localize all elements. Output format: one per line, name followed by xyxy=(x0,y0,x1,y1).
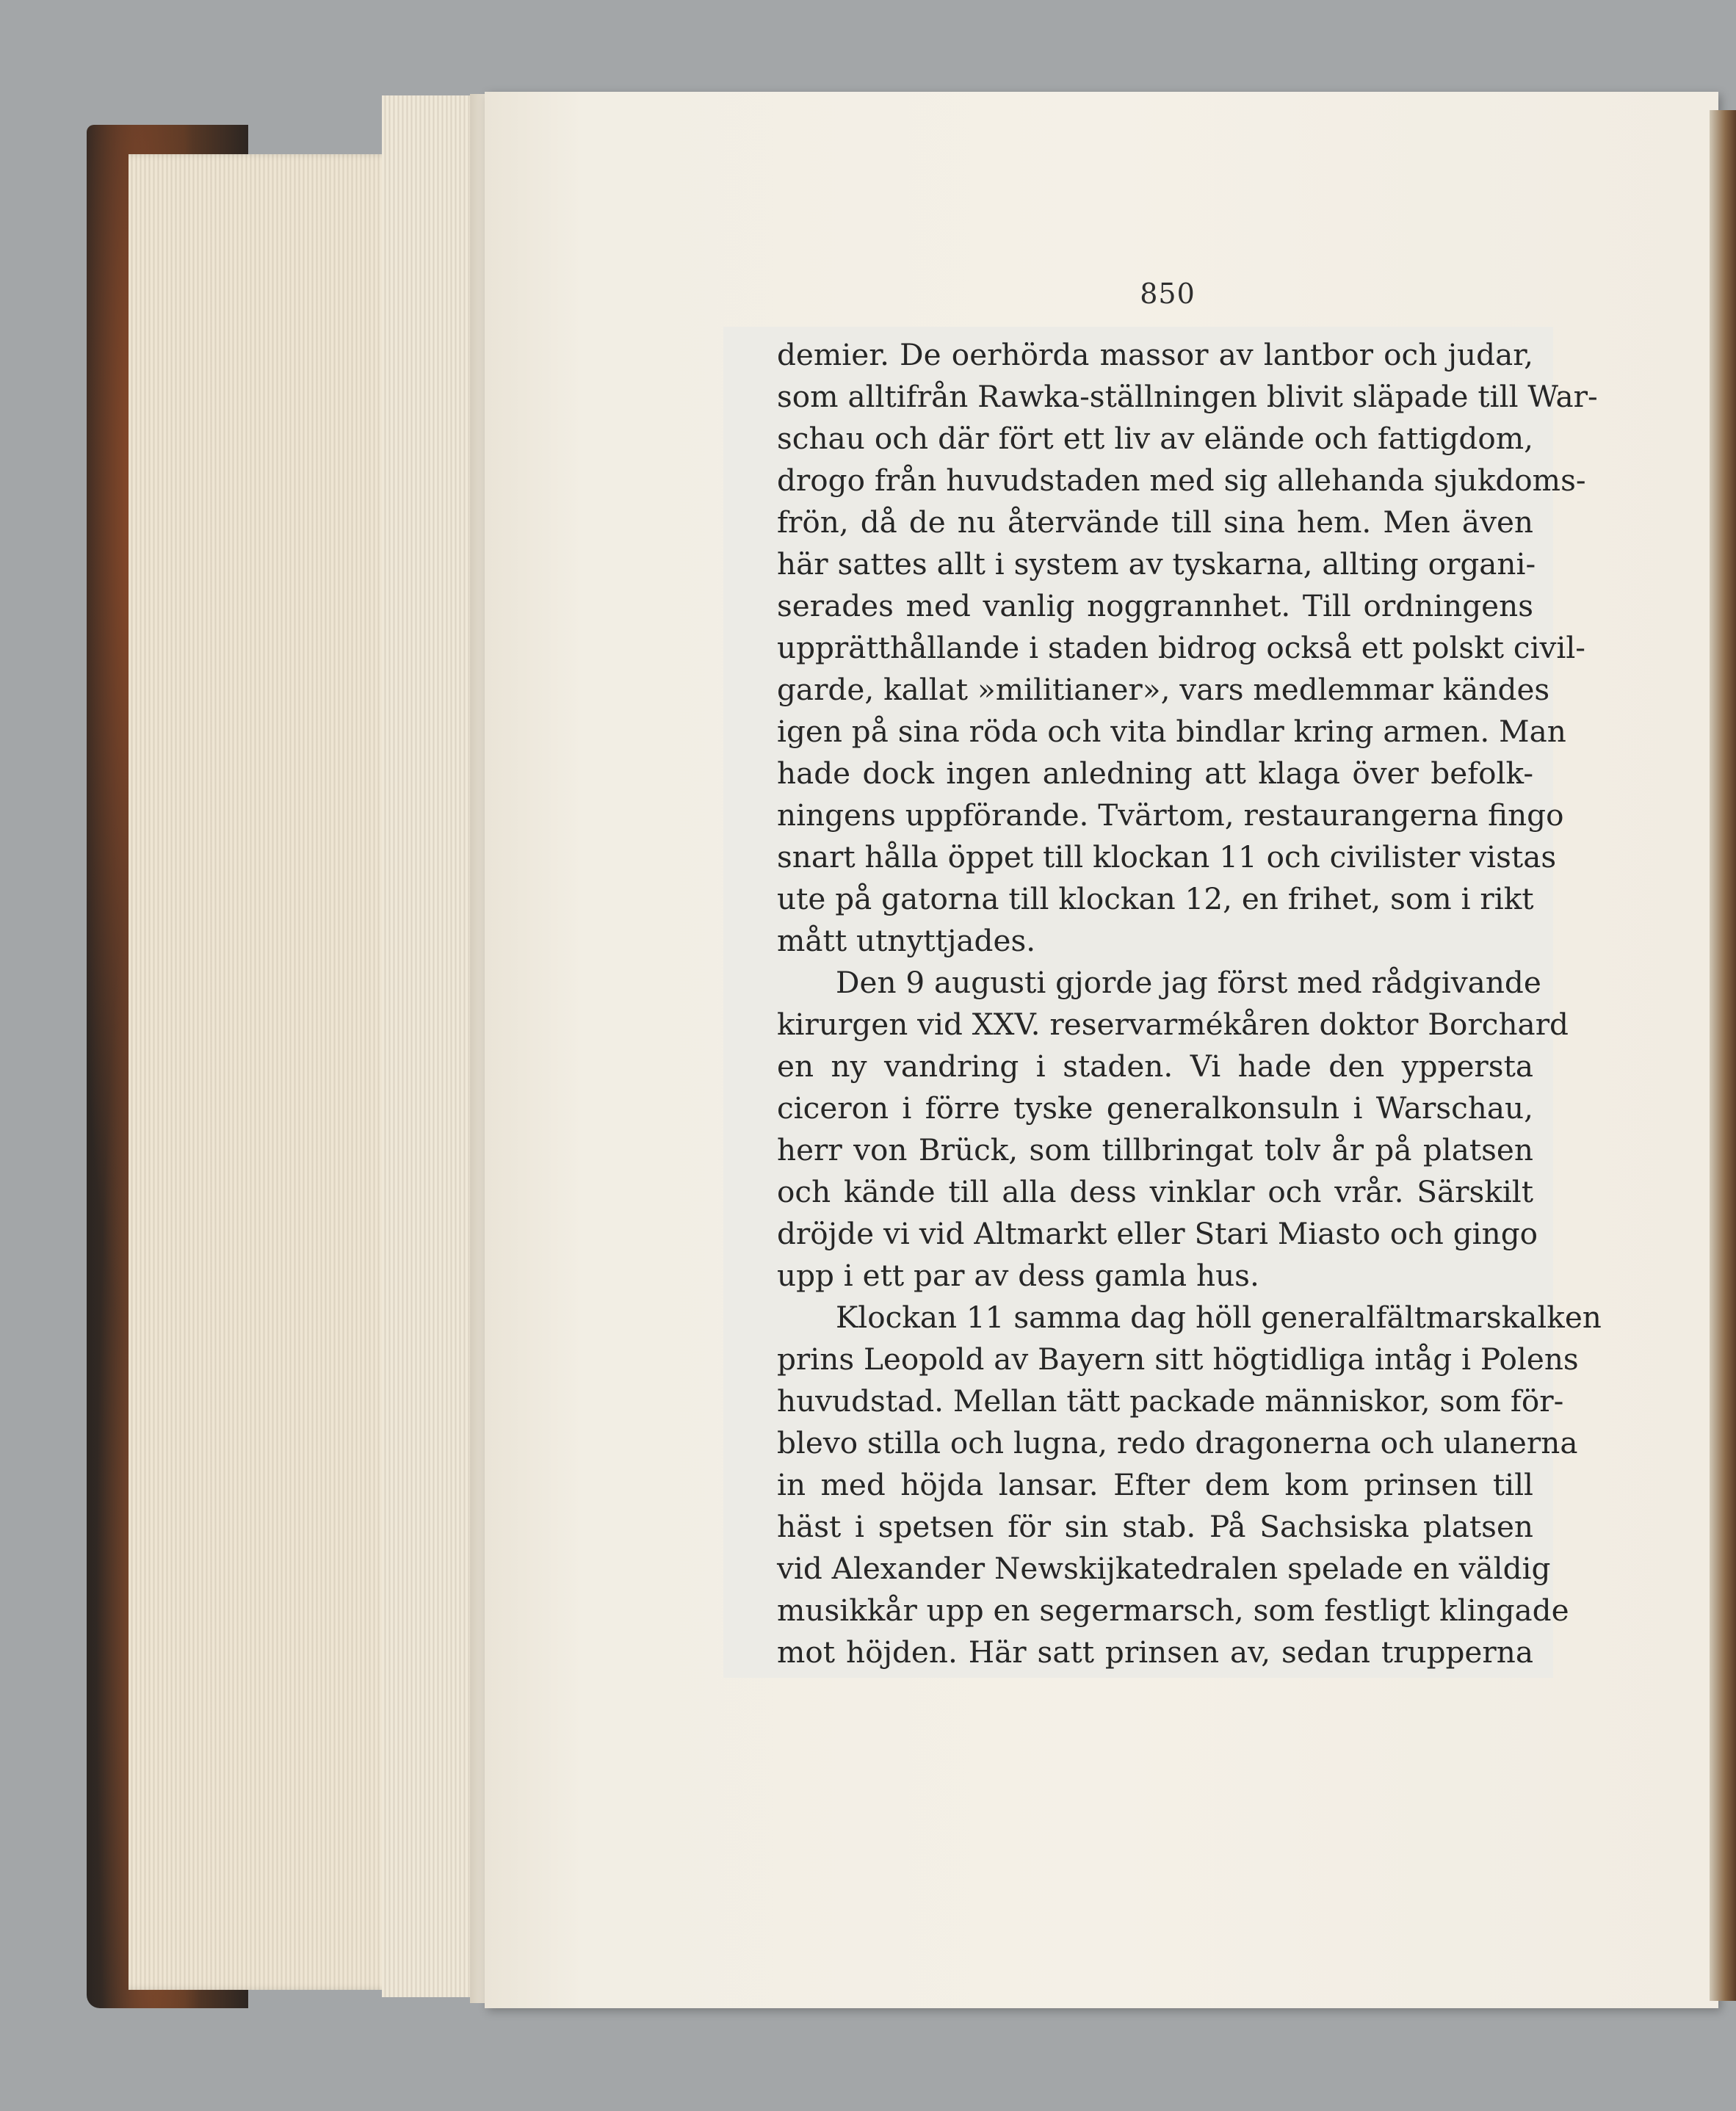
text-line: upp i ett par av dess gamla hus. xyxy=(777,1258,1259,1293)
text-line: mått utnyttjades. xyxy=(777,923,1036,958)
text-line: hade dock ingen anledning att klaga över befolk- xyxy=(777,756,1533,791)
text-line: ningens uppförande. Tvärtom, restaurangerna fingo xyxy=(777,797,1564,833)
text-line: huvudstad. Mellan tätt packade människor, som för- xyxy=(777,1383,1564,1419)
text-line: ute på gatorna till klockan 12, en frihet, som i rikt xyxy=(777,881,1534,916)
text-line: frön, då de nu återvände till sina hem. Men även xyxy=(777,504,1533,540)
page-number: 850 xyxy=(1140,278,1196,310)
text-line: en ny vandring i staden. Vi hade den yppersta xyxy=(777,1049,1533,1084)
text-line: herr von Brück, som tillbringat tolv år på platsen xyxy=(777,1132,1533,1167)
text-line: drogo från huvudstaden med sig allehanda sjukdoms- xyxy=(777,463,1586,498)
text-line: in med höjda lansar. Efter dem kom prinsen till xyxy=(777,1467,1533,1502)
book-page-stack-upper xyxy=(382,95,477,1997)
text-line: blevo stilla och lugna, redo dragonerna och ulanerna xyxy=(777,1425,1578,1460)
text-line: schau och där fört ett liv av elände och fattigdom, xyxy=(777,421,1533,456)
text-line: vid Alexander Newskijkatedralen spelade en väldig xyxy=(777,1551,1551,1586)
text-line: Klockan 11 samma dag höll generalfältmarskalken xyxy=(836,1300,1602,1335)
text-line: häst i spetsen för sin stab. På Sachsiska platsen xyxy=(777,1509,1533,1544)
text-line: prins Leopold av Bayern sitt högtidliga intåg i Polens xyxy=(777,1341,1579,1377)
text-line: kirurgen vid XXV. reservarmékåren doktor Borchard xyxy=(777,1007,1569,1042)
text-line: Den 9 augusti gjorde jag först med rådgivande xyxy=(836,965,1541,1000)
text-line: demier. De oerhörda massor av lantbor och judar, xyxy=(777,337,1533,372)
text-line: snart hålla öppet till klockan 11 och civilister vistas xyxy=(777,839,1557,875)
text-line: här sattes allt i system av tyskarna, allting organi- xyxy=(777,546,1536,582)
text-line: musikkår upp en segermarsch, som festligt klingade xyxy=(777,1593,1569,1628)
book-page-stack xyxy=(129,154,408,1990)
text-line: garde, kallat »militianer», vars medlemmar kändes xyxy=(777,672,1550,707)
text-line: serades med vanlig noggrannhet. Till ordningens xyxy=(777,588,1533,623)
text-line: dröjde vi vid Altmarkt eller Stari Miasto och gingo xyxy=(777,1216,1538,1251)
text-line: som alltifrån Rawka-ställningen blivit släpade till War- xyxy=(777,379,1598,414)
text-line: ciceron i förre tyske generalkonsuln i Warschau, xyxy=(777,1090,1533,1126)
text-line: upprätthållande i staden bidrog också ett polskt civil- xyxy=(777,630,1585,665)
text-line: och kände till alla dess vinklar och vrår. Särskilt xyxy=(777,1174,1533,1209)
text-line: mot höjden. Här satt prinsen av, sedan trupperna xyxy=(777,1634,1533,1670)
text-line: igen på sina röda och vita bindlar kring armen. Man xyxy=(777,714,1566,749)
book-page-edge-right xyxy=(1710,110,1736,2001)
page-text xyxy=(777,334,1602,1673)
